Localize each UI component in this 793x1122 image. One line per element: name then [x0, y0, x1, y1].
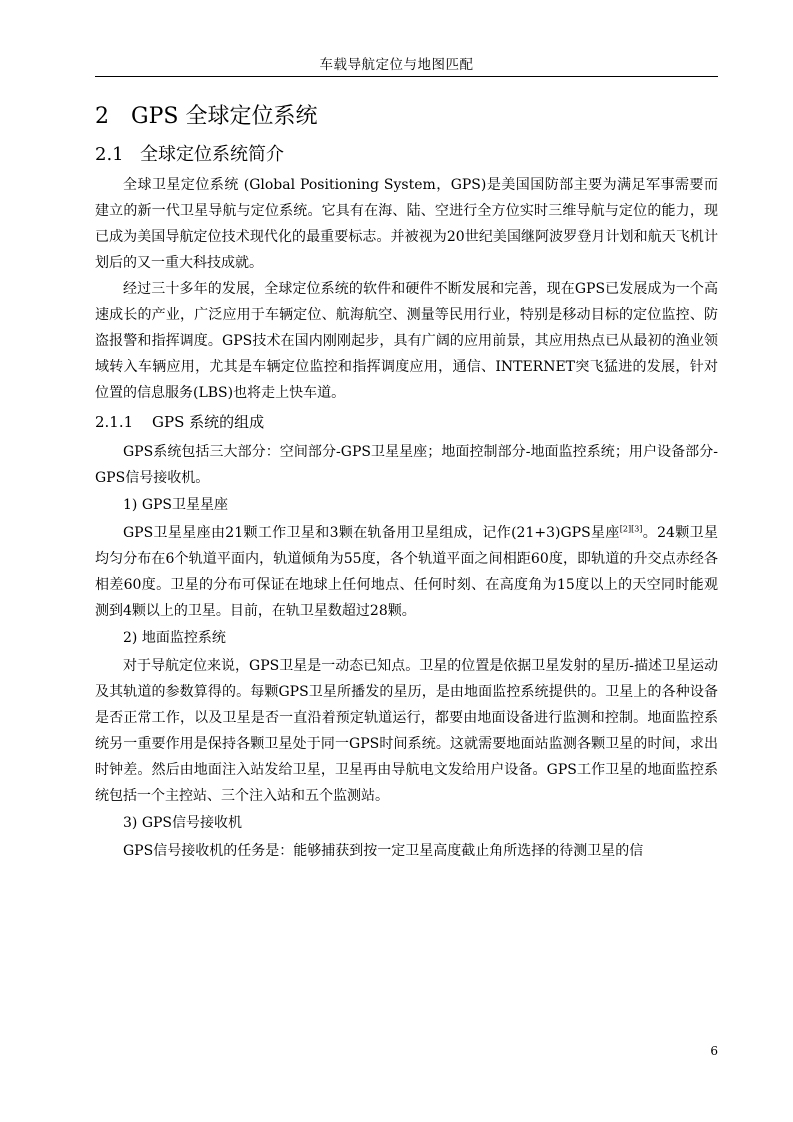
subsection-title: GPS 系统的组成 [152, 413, 265, 431]
section-title: 全球定位系统简介 [140, 144, 284, 165]
subsection-heading [95, 406, 718, 439]
subsection-number: 2.1.1 [95, 413, 134, 431]
section-number: 2.1 [95, 144, 124, 165]
paragraph: GPS信号接收机的任务是：能够捕获到按一定卫星高度截止角所选择的待测卫星的信 [123, 843, 644, 859]
paragraph [95, 520, 718, 624]
page-body [95, 96, 718, 864]
paragraph: 经过三十多年的发展，全球定位系统的软件和硬件不断发展和完善，现在GPS已发展成为一个高速成长的产业，广泛应用于车辆定位、航海航空、测量等民用行业，特别是移动目标的定位监控、防盗报警和指挥调度。GPS技术在国内刚刚起步，具有广阔的应用前景，其应用热点已从最初的渔业领域转入车辆应用，尤其是车辆定位监控和指挥调度应用，通信、INTERNET突飞猛进的发展，针对位置的信息服务(LBS)也将走上快车道。 [95, 281, 718, 401]
paragraph: 全球卫星定位系统 (Global Positioning System，GPS)是美国国防部主要为满足军事需要而建立的新一代卫星导航与定位系统。它具有在海、陆、空进行全方位实时三维导航与定位的能力，现已成为美国导航定位技术现代化的最重要标志。并被视为20世纪美国继阿波罗登月计划和航天飞机计划后的又一重大科技成就。 [95, 177, 718, 271]
section-heading [95, 138, 718, 172]
page-number: 6 [710, 1044, 718, 1058]
chapter-number: 2 [95, 104, 109, 129]
header-rule [95, 76, 718, 77]
chapter-title: GPS 全球定位系统 [131, 104, 318, 129]
running-header: 车载导航定位与地图匹配 [319, 57, 474, 73]
paragraph-text: GPS卫星星座由21颗工作卫星和3颗在轨备用卫星组成，记作(21+3)GPS星座 [123, 525, 620, 541]
paragraph-text: 。24颗卫星均匀分布在6个轨道平面内，轨道倾角为55度，各个轨道平面之间相距60度，即轨道的升交点赤经各相差60度。卫星的分布可保证在地球上任何地点、任何时刻、在高度角为15度以上的天空同时能观测到4颗以上的卫星。目前，在轨卫星数超过28颗。 [95, 525, 718, 619]
citation-reference: [2][3] [619, 524, 643, 534]
paragraph: GPS系统包括三大部分：空间部分-GPS卫星星座；地面控制部分-地面监控系统；用户设备部分-GPS信号接收机。 [95, 444, 718, 486]
list-item-heading: 2) 地面监控系统 [123, 630, 226, 646]
list-item-heading: 1) GPS卫星星座 [123, 497, 229, 513]
list-item-heading: 3) GPS信号接收机 [123, 815, 243, 831]
chapter-heading [95, 96, 718, 138]
paragraph: 对于导航定位来说，GPS卫星是一动态已知点。卫星的位置是依据卫星发射的星历-描述卫星运动及其轨道的参数算得的。每颗GPS卫星所播发的星历，是由地面监控系统提供的。卫星上的各种设备是否正常工作，以及卫星是否一直沿着预定轨道运行，都要由地面设备进行监测和控制。地面监控系统另一重要作用是保持各颗卫星处于同一GPS时间系统。这就需要地面站监测各颗卫星的时间，求出时钟差。然后由地面注入站发给卫星，卫星再由导航电文发给用户设备。GPS工作卫星的地面监控系统包括一个主控站、三个注入站和五个监测站。 [95, 658, 718, 804]
